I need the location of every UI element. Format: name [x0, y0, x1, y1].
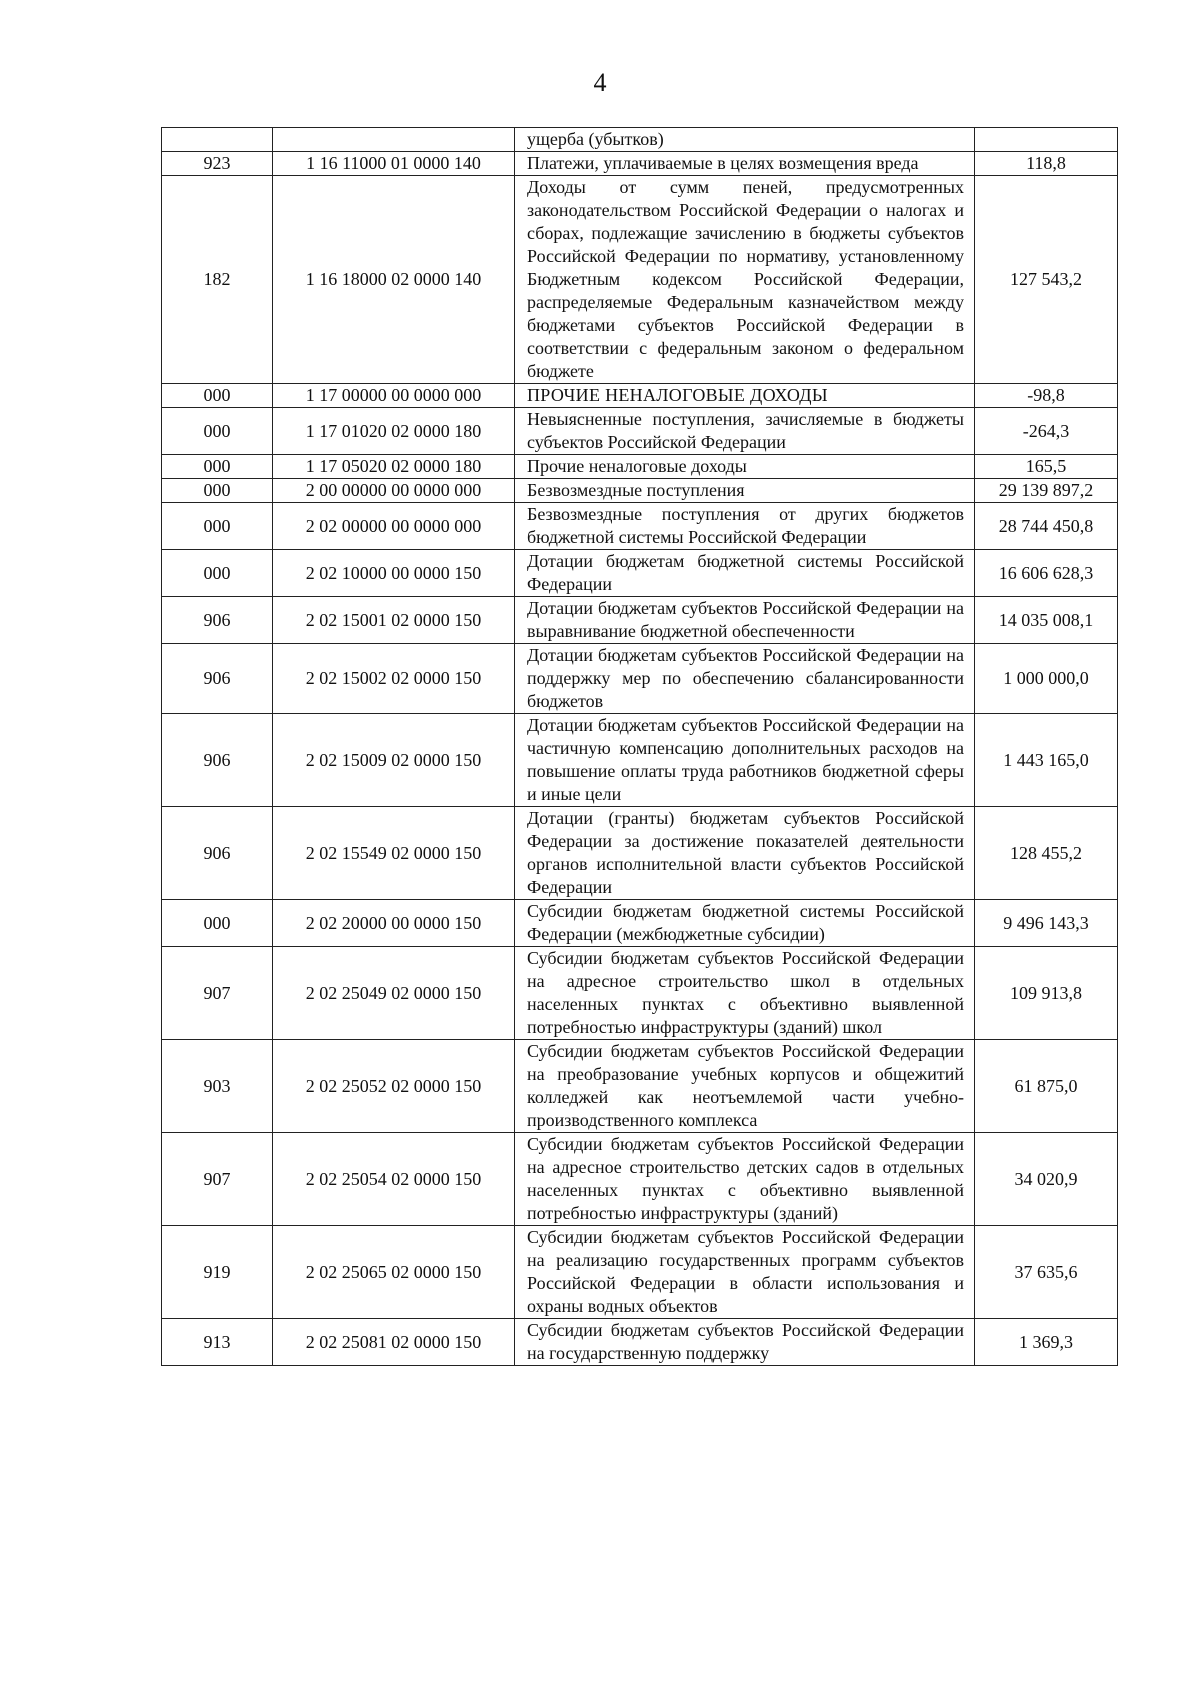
income-name-cell: Невыясненные поступления, зачисляемые в бюджеты субъектов Российской Федерации	[515, 408, 975, 455]
amount-cell: 37 635,6	[975, 1226, 1118, 1319]
amount-cell: 14 035 008,1	[975, 597, 1118, 644]
amount-cell: 9 496 143,3	[975, 900, 1118, 947]
amount-cell: 1 443 165,0	[975, 714, 1118, 807]
table-row	[162, 503, 1118, 550]
income-name-cell: Дотации бюджетам субъектов Российской Федерации на частичную компенсацию дополнительных расходов на повышение оплаты труда работников бюджетной сферы и иные цели	[515, 714, 975, 807]
income-name-cell: Доходы от сумм пеней, предусмотренных законодательством Российской Федерации о налогах и сборах, подлежащие зачислению в бюджеты субъектов Российской Федерации по нормативу, установленному Бюджетным кодексом Российской Федерации, распределяемые Федеральным казначейством между бюджетами субъектов Российской Федерации в соответствии с федеральным законом о федеральном бюджете	[515, 176, 975, 384]
amount-cell: 1 000 000,0	[975, 644, 1118, 714]
table-row	[162, 807, 1118, 900]
budget-code-cell: 2 02 25049 02 0000 150	[273, 947, 515, 1040]
income-name-cell: ущерба (убытков)	[515, 128, 975, 152]
table-row	[162, 1319, 1118, 1366]
income-name-cell: Дотации бюджетам субъектов Российской Федерации на выравнивание бюджетной обеспеченности	[515, 597, 975, 644]
admin-code-cell: 000	[162, 408, 273, 455]
table-row	[162, 714, 1118, 807]
budget-code-cell: 2 02 15549 02 0000 150	[273, 807, 515, 900]
admin-code-cell: 182	[162, 176, 273, 384]
table-row	[162, 550, 1118, 597]
table-row	[162, 900, 1118, 947]
admin-code-cell: 919	[162, 1226, 273, 1319]
income-name-cell: Дотации бюджетам субъектов Российской Федерации на поддержку мер по обеспечению сбалансированности бюджетов	[515, 644, 975, 714]
amount-cell	[975, 128, 1118, 152]
income-name-cell: Субсидии бюджетам субъектов Российской Федерации на государственную поддержку	[515, 1319, 975, 1366]
admin-code-cell: 000	[162, 455, 273, 479]
table-row	[162, 1226, 1118, 1319]
admin-code-cell: 907	[162, 947, 273, 1040]
admin-code-cell: 906	[162, 597, 273, 644]
admin-code-cell: 000	[162, 479, 273, 503]
amount-cell: 29 139 897,2	[975, 479, 1118, 503]
budget-code-cell: 1 16 11000 01 0000 140	[273, 152, 515, 176]
budget-code-cell: 2 00 00000 00 0000 000	[273, 479, 515, 503]
table-row	[162, 384, 1118, 408]
budget-code-cell: 1 17 05020 02 0000 180	[273, 455, 515, 479]
amount-cell: 165,5	[975, 455, 1118, 479]
table-row	[162, 128, 1118, 152]
admin-code-cell: 906	[162, 714, 273, 807]
amount-cell: 16 606 628,3	[975, 550, 1118, 597]
admin-code-cell: 000	[162, 503, 273, 550]
admin-code-cell: 923	[162, 152, 273, 176]
amount-cell: 1 369,3	[975, 1319, 1118, 1366]
income-name-cell: Субсидии бюджетам субъектов Российской Федерации на адресное строительство школ в отдельных населенных пунктах с объективно выявленной потребностью инфраструктуры (зданий) школ	[515, 947, 975, 1040]
income-name-cell: Субсидии бюджетам субъектов Российской Федерации на преобразование учебных корпусов и общежитий колледжей как неотъемлемой части учебно-производственного комплекса	[515, 1040, 975, 1133]
admin-code-cell	[162, 128, 273, 152]
revenue-table	[161, 127, 1118, 1366]
income-name-cell: Платежи, уплачиваемые в целях возмещения вреда	[515, 152, 975, 176]
amount-cell: 109 913,8	[975, 947, 1118, 1040]
budget-code-cell: 2 02 15001 02 0000 150	[273, 597, 515, 644]
income-name-cell: Прочие неналоговые доходы	[515, 455, 975, 479]
income-name-cell: Безвозмездные поступления	[515, 479, 975, 503]
admin-code-cell: 913	[162, 1319, 273, 1366]
budget-code-cell: 2 02 25052 02 0000 150	[273, 1040, 515, 1133]
income-name-cell: ПРОЧИЕ НЕНАЛОГОВЫЕ ДОХОДЫ	[515, 384, 975, 408]
table-row	[162, 1040, 1118, 1133]
admin-code-cell: 000	[162, 900, 273, 947]
budget-code-cell: 2 02 20000 00 0000 150	[273, 900, 515, 947]
amount-cell: 118,8	[975, 152, 1118, 176]
page-number: 4	[593, 68, 607, 97]
budget-code-cell: 2 02 15002 02 0000 150	[273, 644, 515, 714]
amount-cell: 28 744 450,8	[975, 503, 1118, 550]
table-row	[162, 1133, 1118, 1226]
budget-code-cell	[273, 128, 515, 152]
budget-code-cell: 2 02 00000 00 0000 000	[273, 503, 515, 550]
amount-cell: -98,8	[975, 384, 1118, 408]
admin-code-cell: 000	[162, 384, 273, 408]
table-row	[162, 479, 1118, 503]
table-row	[162, 597, 1118, 644]
amount-cell: 127 543,2	[975, 176, 1118, 384]
amount-cell: 128 455,2	[975, 807, 1118, 900]
income-name-cell: Безвозмездные поступления от других бюджетов бюджетной системы Российской Федерации	[515, 503, 975, 550]
budget-code-cell: 1 16 18000 02 0000 140	[273, 176, 515, 384]
income-name-cell: Субсидии бюджетам субъектов Российской Федерации на адресное строительство детских садов в отдельных населенных пунктах с объективно выявленной потребностью инфраструктуры (зданий)	[515, 1133, 975, 1226]
income-name-cell: Субсидии бюджетам субъектов Российской Федерации на реализацию государственных программ субъектов Российской Федерации в области использования и охраны водных объектов	[515, 1226, 975, 1319]
table-row	[162, 947, 1118, 1040]
amount-cell: -264,3	[975, 408, 1118, 455]
admin-code-cell: 907	[162, 1133, 273, 1226]
revenue-table-body	[162, 128, 1118, 1366]
budget-code-cell: 2 02 15009 02 0000 150	[273, 714, 515, 807]
admin-code-cell: 903	[162, 1040, 273, 1133]
budget-code-cell: 1 17 00000 00 0000 000	[273, 384, 515, 408]
income-name-cell: Дотации (гранты) бюджетам субъектов Российской Федерации за достижение показателей деятельности органов исполнительной власти субъектов Российской Федерации	[515, 807, 975, 900]
table-row	[162, 408, 1118, 455]
amount-cell: 61 875,0	[975, 1040, 1118, 1133]
income-name-cell: Дотации бюджетам бюджетной системы Российской Федерации	[515, 550, 975, 597]
admin-code-cell: 000	[162, 550, 273, 597]
income-name-cell: Субсидии бюджетам бюджетной системы Российской Федерации (межбюджетные субсидии)	[515, 900, 975, 947]
admin-code-cell: 906	[162, 644, 273, 714]
budget-code-cell: 1 17 01020 02 0000 180	[273, 408, 515, 455]
budget-code-cell: 2 02 25081 02 0000 150	[273, 1319, 515, 1366]
admin-code-cell: 906	[162, 807, 273, 900]
budget-code-cell: 2 02 10000 00 0000 150	[273, 550, 515, 597]
budget-code-cell: 2 02 25065 02 0000 150	[273, 1226, 515, 1319]
table-row	[162, 455, 1118, 479]
table-row	[162, 644, 1118, 714]
budget-code-cell: 2 02 25054 02 0000 150	[273, 1133, 515, 1226]
amount-cell: 34 020,9	[975, 1133, 1118, 1226]
table-row	[162, 176, 1118, 384]
table-row	[162, 152, 1118, 176]
